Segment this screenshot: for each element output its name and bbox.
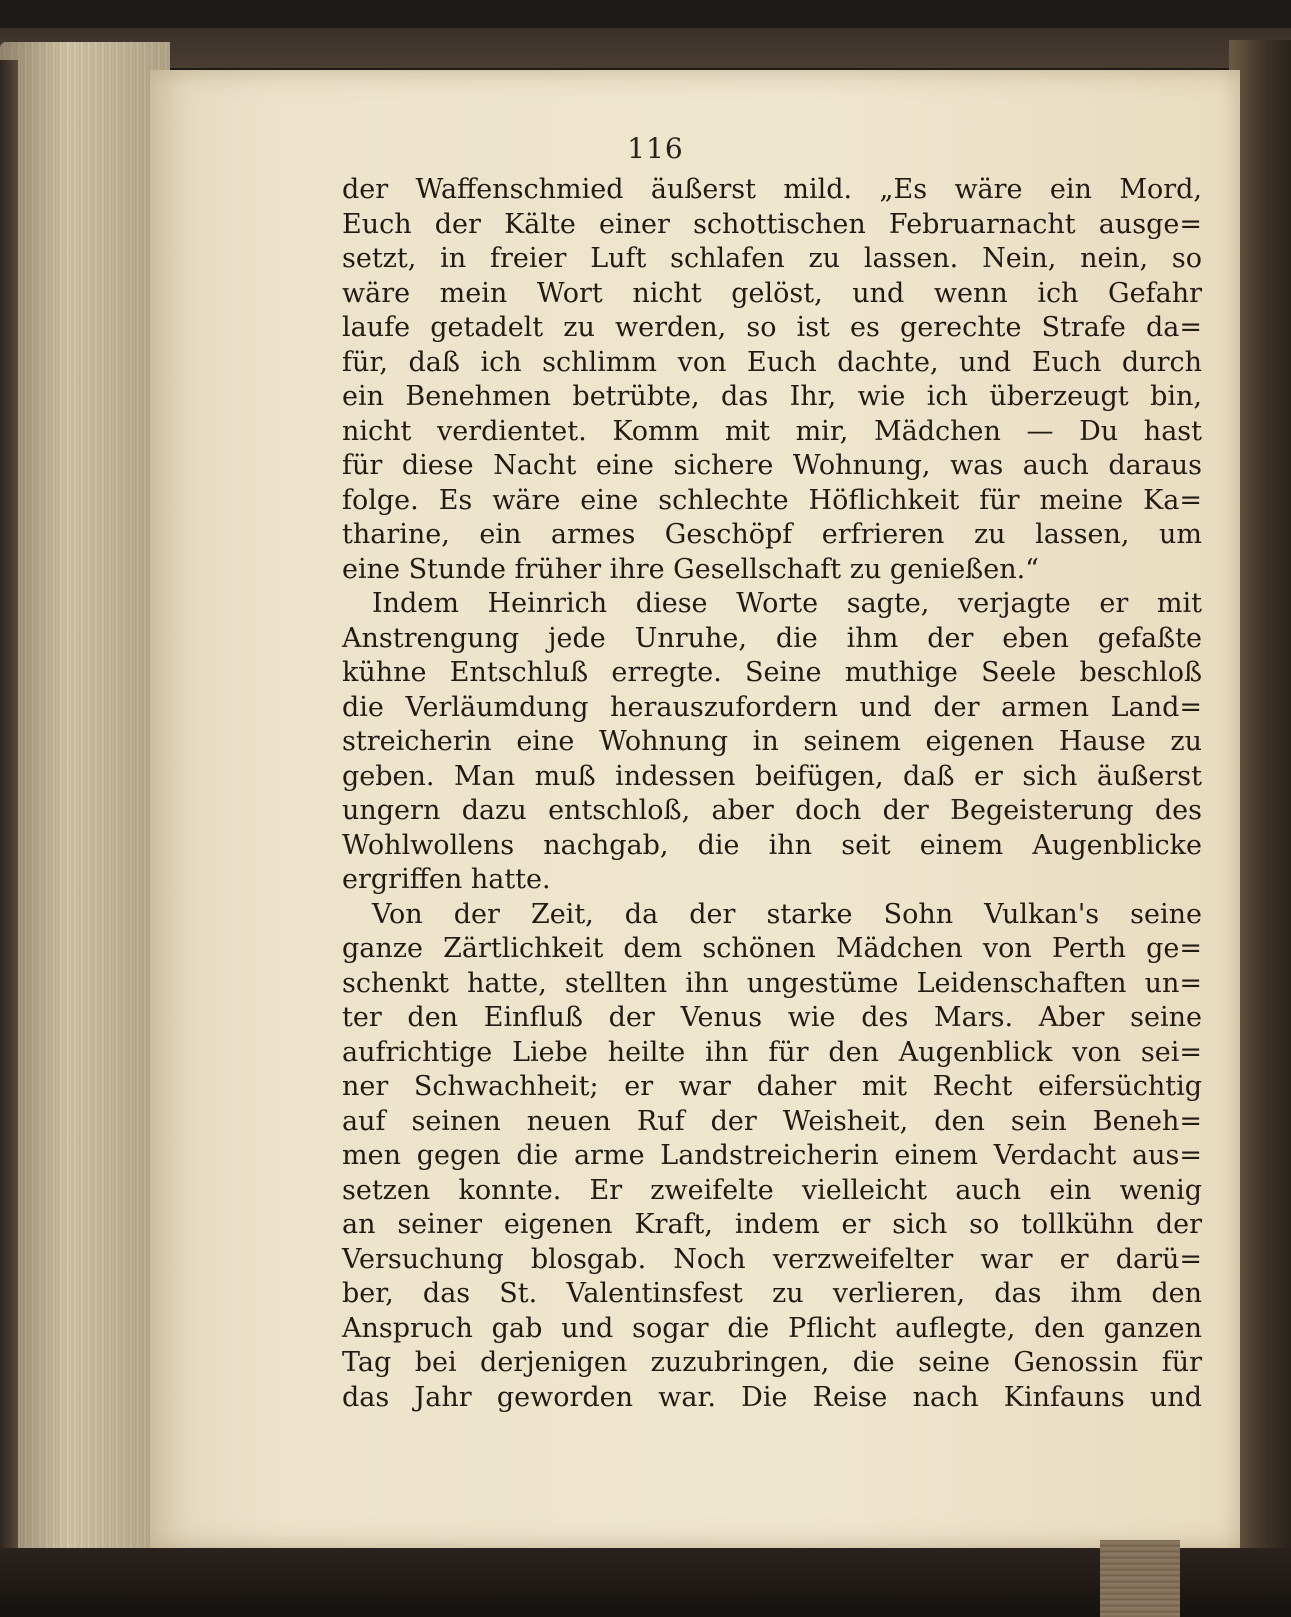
page-text — [342, 173, 1202, 1415]
text-line: für diese Nacht eine sichere Wohnung, was auch daraus — [342, 450, 1202, 481]
text-line: ber, das St. Valentinsfest zu verlieren, das ihm den — [342, 1278, 1202, 1309]
text-line: eine Stunde früher ihre Gesellschaft zu genießen.“ — [342, 553, 1039, 585]
text-line: Von der Zeit, da der starke Sohn Vulkan's seine — [372, 898, 1202, 930]
text-line: ein Benehmen betrübte, das Ihr, wie ich überzeugt bin, — [342, 381, 1202, 412]
text-line: setzt, in freier Luft schlafen zu lassen. Nein, nein, so — [342, 243, 1202, 274]
text-line: folge. Es wäre eine schlechte Höflichkeit für meine Ka= — [342, 484, 1202, 516]
page-edges-shadow — [0, 42, 170, 1562]
text-line: tharine, ein armes Geschöpf erfrieren zu lassen, um — [342, 519, 1202, 550]
text-line: Indem Heinrich diese Worte sagte, verjagte er mit — [372, 588, 1202, 619]
text-line: Versuchung blosgab. Noch verzweifelter war er darü= — [342, 1243, 1202, 1275]
text-line: kühne Entschluß erregte. Seine muthige Seele beschloß — [342, 657, 1202, 688]
text-line: ergriffen hatte. — [342, 864, 551, 895]
text-line: Anstrengung jede Unruhe, die ihm der eben gefaßte — [342, 622, 1202, 654]
text-line: ner Schwachheit; er war daher mit Recht eifersüchtig — [342, 1071, 1202, 1102]
text-line: ter den Einfluß der Venus wie des Mars. Aber seine — [342, 1002, 1202, 1033]
book-cover-left-edge — [0, 60, 18, 1550]
text-line: men gegen die arme Landstreicherin einem Verdacht aus= — [342, 1140, 1202, 1171]
text-line: geben. Man muß indessen beifügen, daß er sich äußerst — [342, 760, 1202, 792]
text-line: streicherin eine Wohnung in seinem eigenen Hause zu — [342, 726, 1202, 757]
text-line: laufe getadelt zu werden, so ist es gerechte Strafe da= — [342, 312, 1202, 343]
page-number: 116 — [627, 132, 684, 165]
text-line: auf seinen neuen Ruf der Weisheit, den sein Beneh= — [342, 1105, 1202, 1137]
text-line: ganze Zärtlichkeit dem schönen Mädchen von Perth ge= — [342, 933, 1202, 964]
text-line: für, daß ich schlimm von Euch dachte, und Euch durch — [342, 346, 1202, 378]
text-line: nicht verdientet. Komm mit mir, Mädchen — Du hast — [342, 415, 1202, 447]
text-line: ungern dazu entschloß, aber doch der Begeisterung des — [342, 795, 1202, 826]
text-line: aufrichtige Liebe heilte ihn für den Augenblick von sei= — [342, 1036, 1202, 1068]
book-cover-top-edge — [0, 28, 1291, 68]
text-line: Tag bei derjenigen zuzubringen, die seine Genossin für — [342, 1347, 1202, 1378]
text-line: Wohlwollens nachgab, die ihn seit einem Augenblicke — [342, 829, 1202, 861]
bottom-background — [0, 1548, 1291, 1617]
text-line: das Jahr geworden war. Die Reise nach Kinfauns und — [342, 1381, 1202, 1413]
text-line: Euch der Kälte einer schottischen Februarnacht ausge= — [342, 208, 1202, 240]
text-line: wäre mein Wort nicht gelöst, und wenn ich Gefahr — [342, 277, 1202, 309]
text-line: setzen konnte. Er zweifelte vielleicht auch ein wenig — [342, 1174, 1202, 1206]
text-line: schenkt hatte, stellten ihn ungestüme Leidenschaften un= — [342, 967, 1202, 999]
text-line: der Waffenschmied äußerst mild. „Es wäre ein Mord, — [342, 174, 1202, 205]
text-line: an seiner eigenen Kraft, indem er sich so tollkühn der — [342, 1209, 1202, 1240]
text-line: Anspruch gab und sogar die Pflicht auflegte, den ganzen — [342, 1312, 1202, 1344]
bookmark-ribbon — [1100, 1540, 1180, 1617]
text-line: die Verläumdung herauszufordern und der armen Land= — [342, 691, 1202, 723]
